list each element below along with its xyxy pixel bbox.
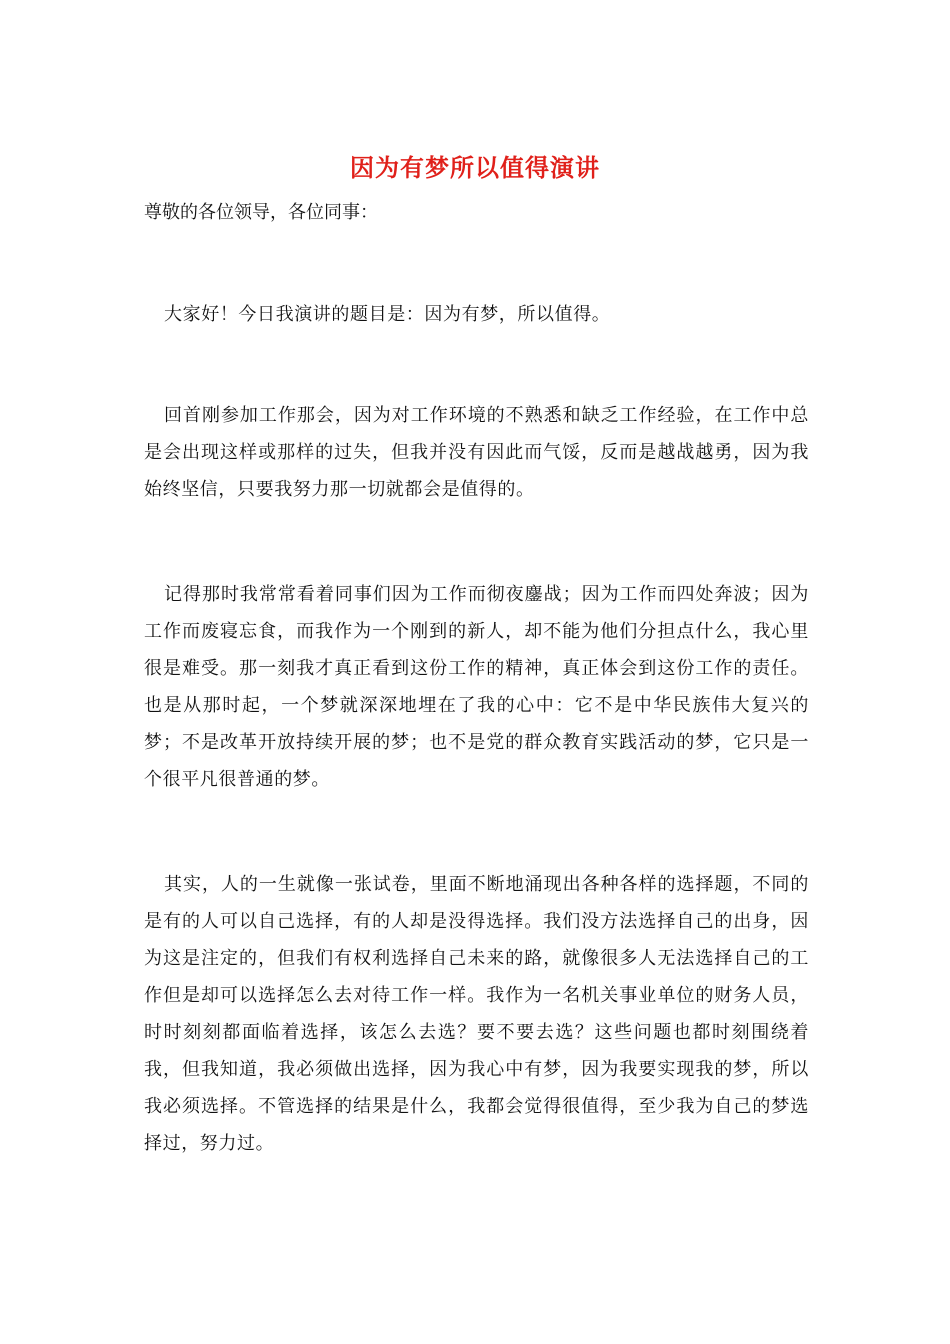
salutation: 尊敬的各位领导，各位同事： — [144, 202, 378, 223]
paragraph-1: 大家好！今日我演讲的题目是：因为有梦，所以值得。 — [164, 304, 611, 325]
paragraph-4: 其实，人的一生就像一张试卷，里面不断地涌现出各种各样的选择题，不同的是有的人可以自己选择，有的人却是没得选择。我们没方法选择自己的出身，因为这是注定的，但我们有权利选择自己未来的路，就像很多人无法选择自己的工作但是却可以选择怎么去对待工作一样。我作为一名机关事业单位的财务人员，时时刻刻都面临着选择，该怎么去选？要不要去选？这些问题也都时刻围绕着我，但我知道，我必须做出选择，因为我心中有梦，因为我要实现我的梦，所以我必须选择。不管选择的结果是什么，我都会觉得很值得，至少我为自己的梦选择过，努力过。 — [144, 874, 809, 1154]
document-title: 因为有梦所以值得演讲 — [350, 153, 600, 182]
paragraph-3: 记得那时我常常看着同事们因为工作而彻夜鏖战；因为工作而四处奔波；因为工作而废寝忘食，而我作为一个刚到的新人，却不能为他们分担点什么，我心里很是难受。那一刻我才真正看到这份工作的精神，真正体会到这份工作的责任。也是从那时起，一个梦就深深地埋在了我的心中：它不是中华民族伟大复兴的梦；不是改革开放持续开展的梦；也不是党的群众教育实践活动的梦，它只是一个很平凡很普通的梦。 — [144, 584, 809, 790]
paragraph-2: 回首刚参加工作那会，因为对工作环境的不熟悉和缺乏工作经验，在工作中总是会出现这样或那样的过失，但我并没有因此而气馁，反而是越战越勇，因为我始终坚信，只要我努力那一切就都会是值得的。 — [144, 405, 809, 500]
